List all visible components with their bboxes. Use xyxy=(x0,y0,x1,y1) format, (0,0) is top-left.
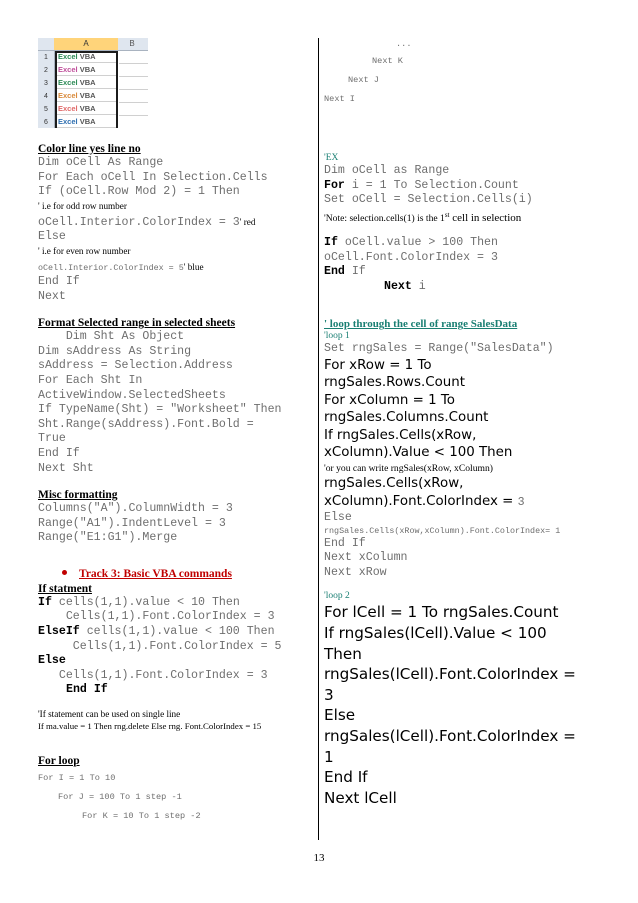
code-line: True xyxy=(38,432,66,446)
excel-col-a: A xyxy=(54,38,118,50)
code-line: Cells(1,1).Font.ColorIndex = 5 xyxy=(38,639,282,653)
column-divider xyxy=(318,38,319,840)
track-heading: Track 3: Basic VBA commands xyxy=(79,567,232,580)
code-line: Sht.Range(sAddress).Font.Bold = xyxy=(38,417,254,431)
excel-cell-vba: VBA xyxy=(79,65,96,74)
code-value: 3 xyxy=(517,496,525,510)
code-line: For xRow = 1 To xyxy=(324,357,432,373)
loop-section-title: ' loop through the cell of range SalesData xyxy=(324,318,518,331)
code-line: rngSales.Columns.Count xyxy=(324,410,489,426)
code-line: xColumn).Value < 100 Then xyxy=(324,445,513,461)
code-keyword: Else xyxy=(38,654,66,668)
comment-loop2: 'loop 2 xyxy=(324,591,350,602)
code-keyword: End xyxy=(324,265,345,279)
code-line: ActiveWindow.SelectedSheets xyxy=(38,388,226,402)
code-line: If (oCell.Row Mod 2) = 1 Then xyxy=(38,185,240,199)
note-line: 'or you can write rngSales(xRow, xColumn) xyxy=(324,462,493,474)
code-line: oCell.Font.ColorIndex = 3 xyxy=(324,250,498,264)
page-number: 13 xyxy=(313,852,325,864)
excel-cell-vba: VBA xyxy=(79,91,96,100)
code-line: For xColumn = 1 To xyxy=(324,392,455,408)
excel-cell-brand: Excel xyxy=(58,52,78,61)
excel-cell-brand: Excel xyxy=(58,91,78,100)
excel-cell-vba: VBA xyxy=(79,117,96,126)
note-line: 'If statement can be used on single line xyxy=(38,709,181,720)
code-line: Next J xyxy=(348,75,379,85)
note-line: 'Note: selection.cells(1) is the 1 xyxy=(324,212,445,224)
section-title-format-range: Format Selected range in selected sheets xyxy=(38,317,236,330)
code-line: rngSales(lCell).Font.ColorIndex = xyxy=(324,665,576,684)
code-line: Columns("A").ColumnWidth = 3 xyxy=(38,502,233,516)
code-line: For I = 1 To 10 xyxy=(38,773,116,784)
code-line: For Each Sht In xyxy=(38,373,143,387)
code-line: oCell.Interior.ColorIndex = 3 xyxy=(38,215,240,229)
code-line: Range("A1").IndentLevel = 3 xyxy=(38,516,226,530)
code-line: 3 xyxy=(324,685,334,704)
excel-cell-brand: Excel xyxy=(58,65,78,74)
code-line: ... xyxy=(396,39,412,49)
code-line: Next K xyxy=(372,56,403,66)
code-line: i = 1 To Selection.Count xyxy=(344,178,519,192)
code-line: Else xyxy=(324,706,356,725)
code-line: End If xyxy=(38,446,80,460)
excel-cell-brand: Excel xyxy=(58,117,78,126)
code-comment: ' i.e for even row number xyxy=(38,245,131,256)
section-title-for-loop: For loop xyxy=(38,755,80,768)
code-line: If TypeName(Sht) = "Worksheet" Then xyxy=(38,403,282,417)
code-line: rngSales(lCell).Font.ColorIndex = xyxy=(324,726,576,745)
code-line: sAddress = Selection.Address xyxy=(38,359,233,373)
code-line: End If xyxy=(324,536,366,550)
code-line: If xyxy=(344,265,366,279)
code-line: oCell.Interior.ColorIndex = 5 xyxy=(38,262,184,273)
excel-row-number: 6 xyxy=(44,119,48,126)
code-line: Dim Sht As Object xyxy=(38,330,185,344)
code-keyword: If xyxy=(38,595,52,609)
code-line: For Each oCell In Selection.Cells xyxy=(38,170,268,184)
note-sup: st xyxy=(444,210,450,219)
code-line: If rngSales.Cells(xRow, xyxy=(324,427,477,443)
section-title-misc: Misc formatting xyxy=(38,489,118,502)
code-keyword: ElseIf xyxy=(38,625,80,639)
excel-cell-vba: VBA xyxy=(79,104,96,113)
code-line: Next lCell xyxy=(324,788,397,807)
code-keyword: Next xyxy=(384,279,412,293)
code-line: Next Sht xyxy=(38,461,94,475)
code-comment: ' blue xyxy=(183,261,204,272)
code-line: 1 xyxy=(324,747,334,766)
code-line: cells(1,1).value < 10 Then xyxy=(51,595,240,609)
code-line: Next I xyxy=(324,94,355,104)
code-line: Set rngSales = Range("SalesData") xyxy=(324,342,554,356)
comment-ex: 'EX xyxy=(324,153,339,163)
code-line: End If xyxy=(324,768,368,787)
code-line: Next xRow xyxy=(324,565,387,579)
section-title-color-lines: Color line yes line no xyxy=(38,143,141,155)
code-keyword: If xyxy=(324,235,338,249)
excel-col-b: B xyxy=(129,39,135,48)
excel-row-number: 3 xyxy=(44,80,48,87)
code-line: Set oCell = Selection.Cells(i) xyxy=(324,193,533,207)
left-column xyxy=(38,38,314,823)
code-line: Cells(1,1).Font.ColorIndex = 3 xyxy=(38,668,268,682)
right-column xyxy=(324,38,614,808)
code-keyword: End If xyxy=(66,683,108,697)
code-line: Dim sAddress As String xyxy=(38,344,192,358)
code-line: rngSales.Cells(xRow,xColumn).Font.ColorIndex= 1 xyxy=(324,525,561,536)
code-line: xColumn).Font.ColorIndex = xyxy=(324,494,518,510)
bullet-icon xyxy=(62,570,67,575)
note-line: cell in selection xyxy=(449,211,522,224)
code-line: rngSales.Rows.Count xyxy=(324,375,465,391)
code-line: Cells(1,1).Font.ColorIndex = 3 xyxy=(38,610,275,624)
code-line: Range("E1:G1").Merge xyxy=(38,531,178,545)
code-line: If rngSales(lCell).Value < 100 xyxy=(324,624,547,642)
excel-cell-brand: Excel xyxy=(58,104,78,113)
code-line: For lCell = 1 To rngSales.Count xyxy=(324,603,559,622)
code-line: cells(1,1).value < 100 Then xyxy=(79,625,275,639)
code-comment: ' red xyxy=(239,216,256,227)
code-line: Next xyxy=(38,289,66,303)
note-line: If ma.value = 1 Then rng.delete Else rng. Font.ColorIndex = 15 xyxy=(38,721,262,732)
code-line: oCell.value > 100 Then xyxy=(337,235,498,249)
code-line: i xyxy=(411,279,426,293)
code-comment: ' i.e for odd row number xyxy=(38,200,127,211)
code-line: Else xyxy=(324,511,352,525)
code-line: Then xyxy=(324,644,362,663)
section-title-if: If statment xyxy=(38,582,92,595)
code-keyword: For xyxy=(324,178,345,192)
code-line: rngSales.Cells(xRow, xyxy=(324,475,464,491)
code-line: Else xyxy=(38,230,66,244)
excel-row-number: 5 xyxy=(44,106,48,113)
excel-row-number: 1 xyxy=(44,54,48,61)
excel-row-number: 2 xyxy=(44,67,48,74)
excel-row-number: 4 xyxy=(44,93,48,100)
excel-cell-brand: Excel xyxy=(58,78,78,87)
comment-loop1: 'loop 1 xyxy=(324,331,350,342)
code-line: Dim oCell As Range xyxy=(38,156,164,169)
code-line: Dim oCell as Range xyxy=(324,164,450,177)
code-line: End If xyxy=(38,274,80,288)
excel-cell-vba: VBA xyxy=(79,78,96,87)
code-line: For J = 100 To 1 step -1 xyxy=(58,792,182,803)
code-line: For K = 10 To 1 step -2 xyxy=(82,811,201,822)
code-line: Next xColumn xyxy=(324,551,408,565)
excel-cell-vba: VBA xyxy=(79,52,96,61)
